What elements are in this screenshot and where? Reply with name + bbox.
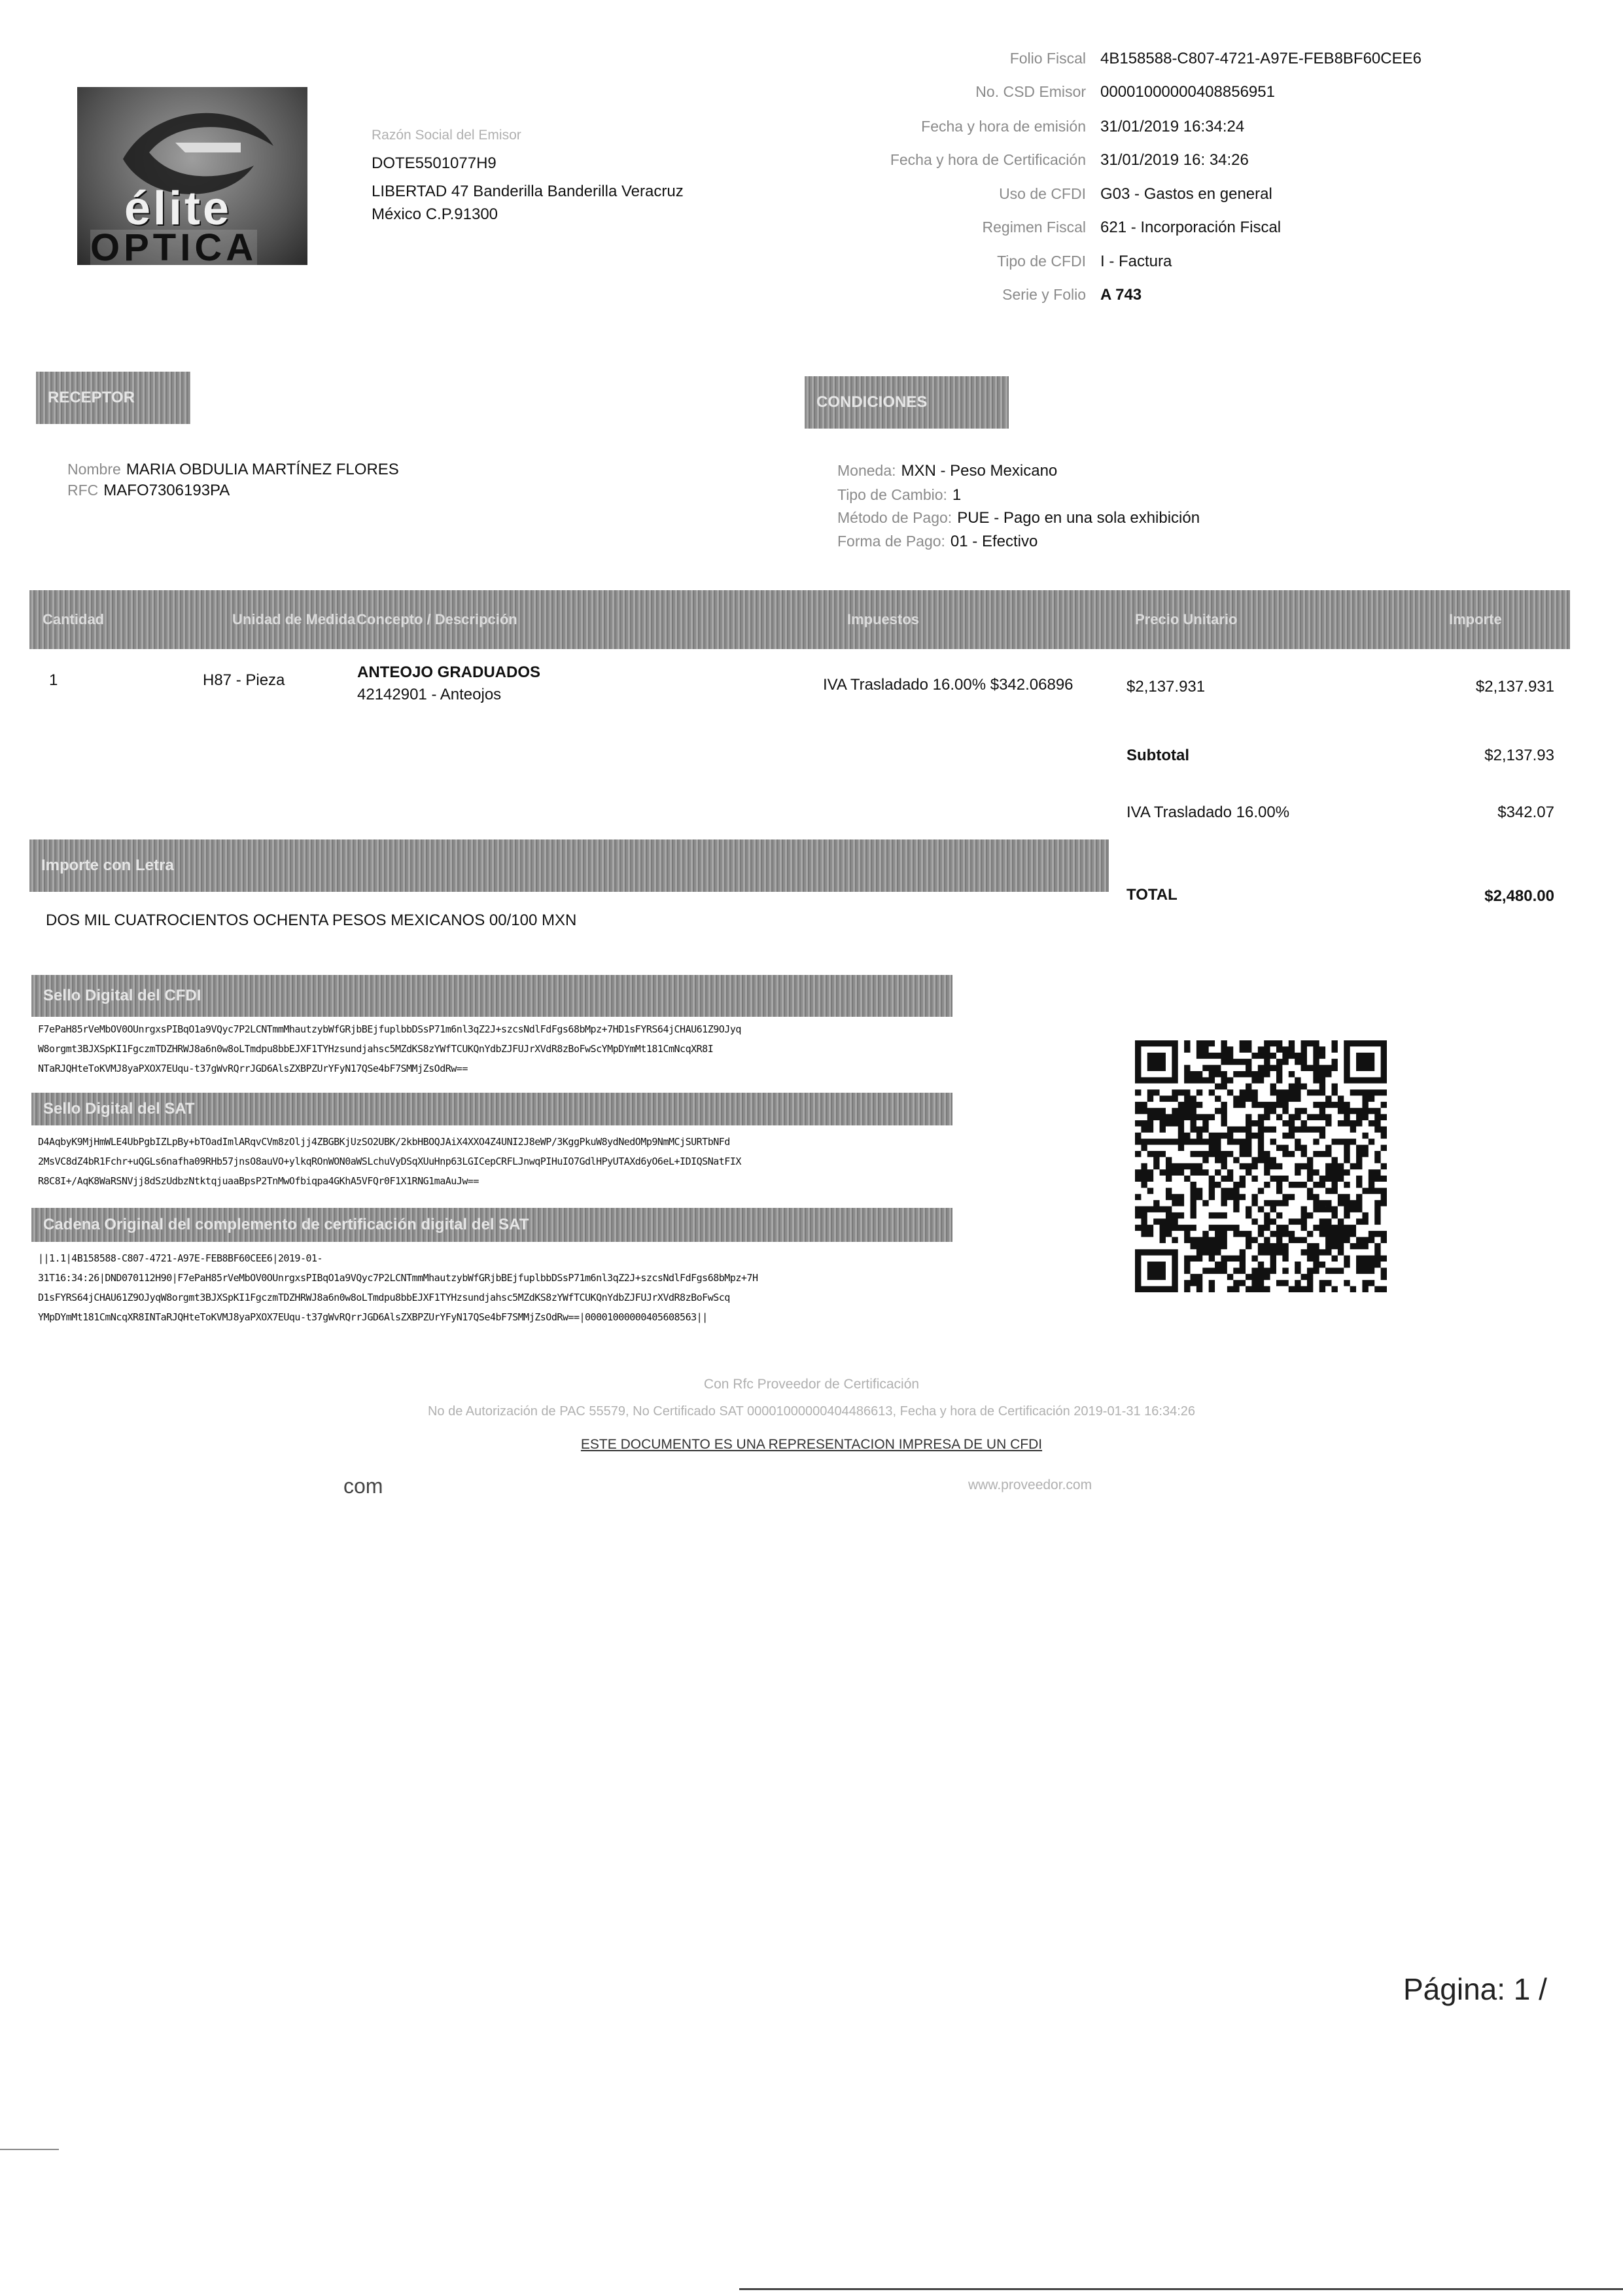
- pago-label: Moneda:: [837, 462, 896, 479]
- subtotal-label: Subtotal: [1126, 747, 1189, 764]
- pago-value: PUE - Pago en una sola exhibición: [957, 509, 1200, 527]
- footer-pac: Con Rfc Proveedor de Certificación: [703, 1377, 920, 1392]
- seal-line: D1sFYRS64jCHAU61Z9OJyqW8orgmt3BJXSpKI1FgczmTDZHRWJ8a6n0w8oLTmdpu8bbEJXF1TYHzsundjahsc5MZdKS8zYWfTCUKQnYdbZJFUJrXVdR8zBoFwScq: [38, 1292, 730, 1303]
- meta-value: 31/01/2019 16: 34:26: [1100, 151, 1249, 169]
- pago-label: Forma de Pago:: [837, 533, 945, 550]
- importe-letra-text: DOS MIL CUATROCIENTOS OCHENTA PESOS MEXICANOS 00/100 MXN: [46, 911, 577, 929]
- row-importe: $2,137.931: [1475, 678, 1554, 696]
- row-clave: 42142901 - Anteojos: [357, 686, 502, 703]
- meta-value: 00001000000408856951: [1100, 83, 1275, 101]
- importe-letra-header: Importe con Letra: [29, 839, 1109, 892]
- row-impuestos: IVA Trasladado 16.00% $342.06896: [823, 676, 1073, 694]
- th-unidad: Unidad de Medida: [232, 611, 356, 627]
- emisor-name: Razón Social del Emisor: [372, 128, 521, 143]
- row-cantidad: 1: [49, 671, 58, 689]
- scan-artifact-line: [739, 2288, 1623, 2290]
- qr-code: [1135, 1040, 1387, 1292]
- meta-value: 4B158588-C807-4721-A97E-FEB8BF60CEE6: [1100, 50, 1422, 67]
- th-concepto: Concepto / Descripción: [357, 611, 517, 627]
- meta-fecha-certificacion: [844, 151, 1249, 169]
- meta-label: Uso de CFDI: [999, 185, 1086, 202]
- cadena-text: [38, 1248, 952, 1327]
- th-cantidad: Cantidad: [43, 611, 105, 627]
- pago-moneda: [837, 462, 1057, 480]
- emisor-rfc: DOTE5501077H9: [372, 154, 497, 172]
- pago-value: 01 - Efectivo: [950, 533, 1038, 550]
- seal-line: 31T16:34:26|DND070112H90|F7ePaH85rVeMbOV0OUnrgxsPIBqO1a9VQyc7P2LCNTmmMhautzybWfGRjbBEjfuplbbDSsP71m6nl3qZ2J+szcsNdlFdFgs68bMpz+7H: [38, 1272, 758, 1284]
- footer-notice: ESTE DOCUMENTO ES UNA REPRESENTACION IMPRESA DE UN CFDI: [580, 1437, 1043, 1452]
- sello-sat-header: Sello Digital del SAT: [31, 1093, 952, 1125]
- meta-value: 621 - Incorporación Fiscal: [1100, 219, 1282, 236]
- total-label: TOTAL: [1126, 886, 1178, 904]
- seal-line: ||1.1|4B158588-C807-4721-A97E-FEB8BF60CEE6|2019-01-: [38, 1252, 323, 1264]
- pago-forma: [837, 533, 1038, 551]
- iva-label: IVA Trasladado 16.00%: [1126, 804, 1290, 821]
- logo-text-elite: élite: [124, 183, 232, 235]
- pago-label: Método de Pago:: [837, 509, 952, 526]
- seal-line: R8C8I+/AqK8WaRSNVjj8dSzUdbzNtktqjuaaBpsP2TnMwOfbiqpa4GKhA5VFQr0F1X1RNG1maAuJw==: [38, 1175, 479, 1187]
- meta-value: G03 - Gastos en general: [1100, 185, 1272, 203]
- footer-right-text: www.proveedor.com: [968, 1477, 1092, 1492]
- company-logo: [77, 87, 307, 269]
- meta-value: I - Factura: [1100, 253, 1172, 270]
- concepts-table-header: [29, 590, 1570, 649]
- emisor-address: LIBERTAD 47 Banderilla Banderilla Veracruz: [372, 183, 684, 200]
- pago-tipo-cambio: [837, 486, 961, 504]
- seal-line: 2MsVC8dZ4bR1Fchr+uQGLs6nafha09RHb57jnsO8auVO+ylkqROnWON0aWSLchuVyDSqXUuHnp63LGICepCRFLJnwqPIHuIO7GdlHPyUTAXd6yO6eL+IDIQSNatFIX: [38, 1156, 741, 1167]
- meta-value: 31/01/2019 16:34:24: [1100, 118, 1245, 135]
- row-precio: $2,137.931: [1126, 678, 1206, 696]
- sello-cfdi-header: Sello Digital del CFDI: [31, 975, 952, 1017]
- iva-value: $342.07: [1497, 804, 1554, 821]
- meta-serie-folio: [844, 286, 1142, 304]
- meta-label: No. CSD Emisor: [975, 83, 1086, 100]
- pago-label: Tipo de Cambio:: [837, 486, 947, 503]
- meta-label: Serie y Folio: [1002, 286, 1086, 303]
- meta-label: Tipo de CFDI: [997, 253, 1086, 270]
- receptor-rfc-label: RFC: [67, 482, 99, 499]
- th-impuestos: Impuestos: [847, 611, 920, 627]
- seal-line: YMpDYmMt181CmNcqXR8INTaRJQHteToKVMJ8yaPXOX7EUqu-t37gWvRQrrJGD6AlsZXBPZUrYFyN17QSe4bF7SMMjZsOdRw==|00001000000405608563||: [38, 1311, 708, 1323]
- seal-line: W8orgmt3BJXSpKI1FgczmTDZHRWJ8a6n0w8oLTmdpu8bbEJXF1TYHzsundjahsc5MZdKS8zYWfTCUKQnYdbZJFUJrXVdR8zBoFwScYMpDYmMt181CmNcqXR8I: [38, 1043, 714, 1055]
- receptor-name-row: [67, 461, 399, 479]
- page-number: Página: 1 /: [1403, 1972, 1547, 2006]
- receptor-rfc: MAFO7306193PA: [103, 482, 230, 499]
- sello-sat-text: [38, 1132, 952, 1191]
- sello-cfdi-text: [38, 1019, 952, 1078]
- footer-authorization: No de Autorización de PAC 55579, No Certificado SAT 00001000000404486613, Fecha y hora de Certificación 2019-01-31 16:34:26: [427, 1404, 1196, 1419]
- scan-artifact-line: [0, 2149, 59, 2150]
- pago-value: MXN - Peso Mexicano: [901, 462, 1058, 480]
- footer-left-text: com: [343, 1474, 383, 1498]
- receptor-name-label: Nombre: [67, 461, 121, 478]
- receptor-rfc-row: [67, 482, 230, 500]
- meta-label: Fecha y hora de Certificación: [890, 151, 1086, 168]
- th-precio: Precio Unitario: [1135, 611, 1238, 627]
- condiciones-header: CONDICIONES: [805, 376, 1009, 429]
- seal-line: F7ePaH85rVeMbOV0OUnrgxsPIBqO1a9VQyc7P2LCNTmmMhautzybWfGRjbBEjfuplbbDSsP71m6nl3qZ2J+szcsNdlFdFgs68bMpz+7HD1sFYRS64jCHAU61Z9OJyq: [38, 1023, 741, 1035]
- meta-label: Regimen Fiscal: [982, 219, 1086, 236]
- total-value: $2,480.00: [1484, 887, 1554, 905]
- meta-tipo-cfdi: [844, 253, 1172, 271]
- meta-label: Folio Fiscal: [1009, 50, 1086, 67]
- logo-text-optica: OPTICA: [90, 226, 258, 269]
- receptor-header: RECEPTOR: [36, 372, 190, 424]
- seal-line: D4AqbyK9MjHmWLE4UbPgbIZLpBy+bTOadImlARqvCVm8zOljj4ZBGBKjUzSO2UBK/2kbHBOQJAiX4XXO4Z4UNI2J8eWP/3KggPkuW8ydNedOMp9NmMCjSURTbNFd: [38, 1136, 730, 1148]
- row-unidad: H87 - Pieza: [203, 671, 285, 689]
- meta-regimen-fiscal: [844, 219, 1281, 237]
- th-importe: Importe: [1449, 611, 1502, 627]
- meta-uso-cfdi: [844, 185, 1272, 203]
- meta-csd-emisor: [844, 83, 1275, 101]
- cadena-header: Cadena Original del complemento de certificación digital del SAT: [31, 1208, 952, 1242]
- meta-fecha-emision: [844, 118, 1244, 136]
- receptor-name: MARIA OBDULIA MARTÍNEZ FLORES: [126, 461, 399, 478]
- subtotal-value: $2,137.93: [1484, 747, 1554, 764]
- seal-line: NTaRJQHteToKVMJ8yaPXOX7EUqu-t37gWvRQrrJGD6AlsZXBPZUrYFyN17QSe4bF7SMMjZsOdRw==: [38, 1063, 468, 1074]
- meta-label: Fecha y hora de emisión: [921, 118, 1086, 135]
- pago-value: 1: [952, 486, 962, 504]
- pago-metodo: [837, 509, 1200, 527]
- row-concepto: ANTEOJO GRADUADOS: [357, 663, 541, 681]
- meta-value: A 743: [1100, 286, 1142, 304]
- emisor-city: México C.P.91300: [372, 205, 498, 223]
- meta-folio-fiscal: [844, 50, 1422, 68]
